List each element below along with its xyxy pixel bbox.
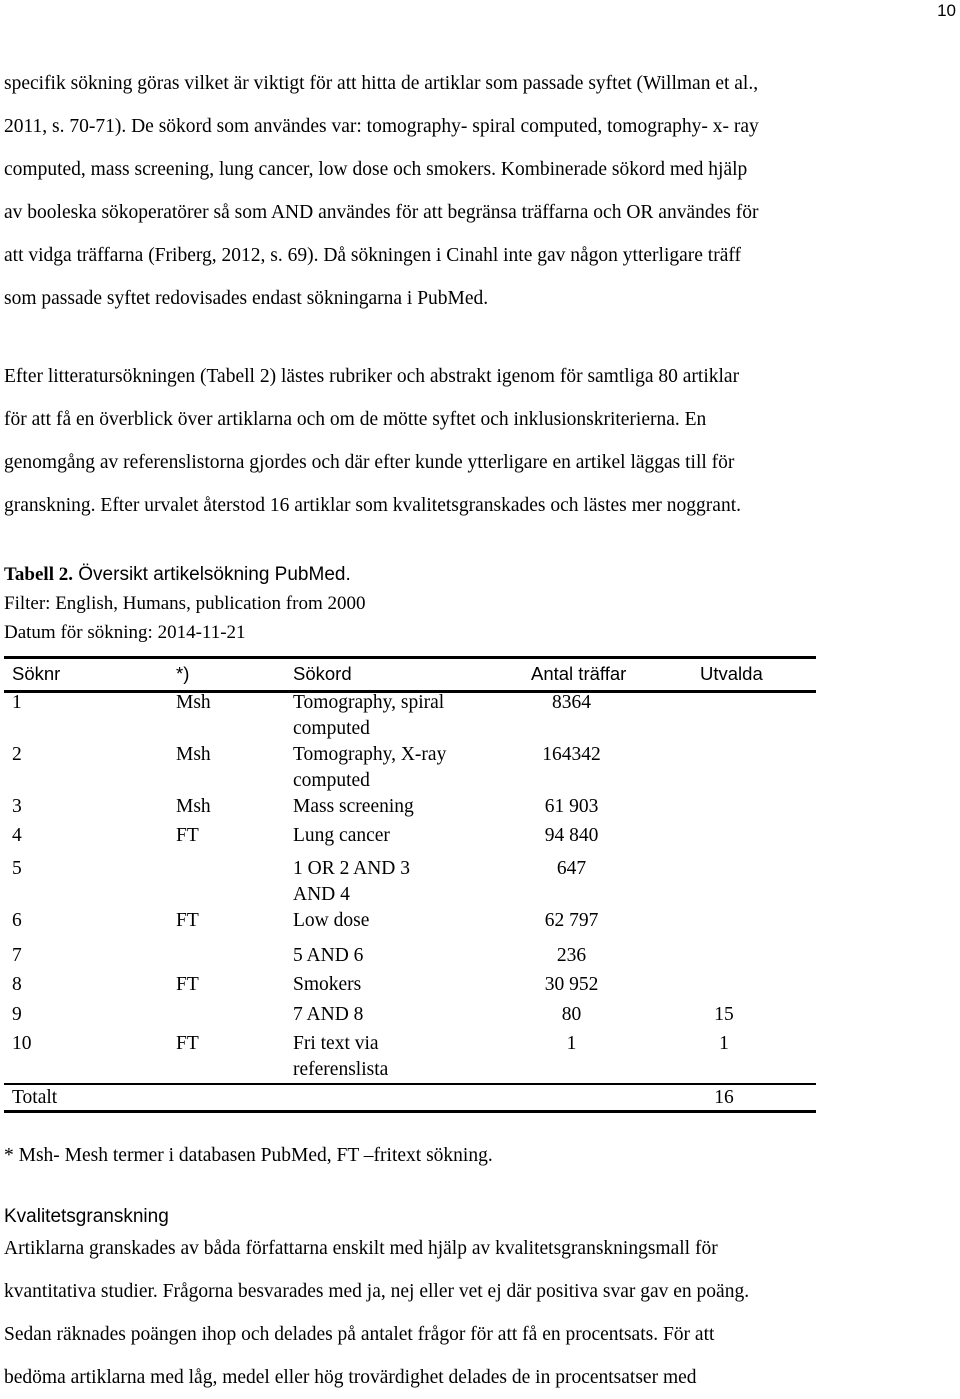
table-row: [4, 972, 816, 1002]
cell-search-term: Fri text via: [293, 1033, 379, 1054]
search-results-table: [4, 656, 816, 693]
cell-selected: 1: [719, 1033, 729, 1054]
cell-term-type: Msh: [176, 692, 211, 713]
cell-search-number: 8: [12, 974, 22, 995]
cell-hit-count: 62 797: [544, 910, 599, 931]
cell-term-type: Msh: [176, 744, 211, 765]
table-row: [4, 943, 816, 973]
header-search-number: Söknr: [12, 663, 61, 684]
cell-hit-count: 164342: [542, 744, 601, 765]
table-footnote: * Msh- Mesh termer i databasen PubMed, FT –fritext sökning.: [4, 1145, 493, 1166]
text-line: granskning. Efter urvalet återstod 16 artiklar som kvalitetsgranskades och lästes mer noggrant.: [4, 495, 741, 516]
table-row: [4, 690, 816, 742]
table-title: [4, 560, 366, 589]
paragraph-quality-review: [4, 1227, 954, 1399]
text-line: genomgång av referenslistorna gjordes och där efter kunde ytterligare en artikel läggas till för: [4, 452, 735, 473]
cell-term-type: FT: [176, 910, 199, 931]
cell-search-number: 10: [12, 1033, 32, 1054]
cell-hit-count: 647: [556, 858, 587, 879]
paragraph-selection: [4, 355, 954, 527]
table-row: [4, 1002, 816, 1032]
cell-selected: 15: [714, 1004, 734, 1025]
cell-search-number: 5: [12, 858, 22, 879]
text-line: Efter litteratursökningen (Tabell 2) lästes rubriker och abstrakt igenom för samtliga 80 artiklar: [4, 366, 740, 387]
cell-search-number: 1: [12, 692, 22, 713]
cell-search-term: Smokers: [293, 974, 362, 995]
table-caption: [4, 560, 366, 647]
cell-search-number: 2: [12, 744, 22, 765]
page-number: 10: [937, 1, 956, 20]
cell-hit-count: 1: [566, 1033, 577, 1054]
table-row: [4, 908, 816, 943]
cell-hit-count: 30 952: [544, 974, 599, 995]
cell-search-number: 7: [12, 945, 22, 966]
cell-search-number: 6: [12, 910, 22, 931]
total-value: 16: [714, 1087, 734, 1108]
cell-search-number: 4: [12, 825, 22, 846]
cell-search-term-cont: AND 4: [293, 884, 350, 905]
text-line: Sedan räknades poängen ihop och delades på antalet frågor för att få en procentsats. För att: [4, 1324, 715, 1345]
table-row: [4, 856, 816, 908]
cell-hit-count: 8364: [552, 692, 591, 713]
text-line: Artiklarna granskades av båda författarna enskilt med hjälp av kvalitetsgranskningsmall för: [4, 1238, 718, 1259]
table-row: [4, 794, 816, 824]
cell-hit-count: 61 903: [544, 796, 599, 817]
table-title-text: Översikt artikelsökning PubMed.: [73, 564, 351, 585]
text-line: 2011, s. 70-71). De sökord som användes var: tomography- spiral computed, tomography- x- ray: [4, 116, 759, 137]
header-term-type: *): [176, 663, 190, 684]
text-line: computed, mass screening, lung cancer, low dose och smokers. Kombinerade sökord med hjälp: [4, 159, 748, 180]
cell-search-term: Mass screening: [293, 796, 414, 817]
section-heading: Kvalitetsgranskning: [4, 1206, 169, 1227]
cell-search-term-cont: computed: [293, 770, 370, 791]
text-line: som passade syftet redovisades endast sökningarna i PubMed.: [4, 288, 489, 309]
cell-search-term: Tomography, X-ray: [293, 744, 447, 765]
total-label: Totalt: [12, 1087, 58, 1108]
cell-search-term: Low dose: [293, 910, 370, 931]
cell-search-term: Tomography, spiral: [293, 692, 445, 713]
table-label: Tabell 2.: [4, 564, 73, 585]
cell-hit-count: 236: [556, 945, 587, 966]
cell-search-number: 3: [12, 796, 22, 817]
table-bottom-rule: [4, 1110, 816, 1113]
header-search-term: Sökord: [293, 663, 352, 684]
text-line: för att få en överblick över artiklarna och om de mötte syftet och inklusionskriterierna. En: [4, 409, 707, 430]
cell-search-term: 1 OR 2 AND 3: [293, 858, 411, 879]
table-date: Datum för sökning: 2014-11-21: [4, 622, 246, 643]
paragraph-search-terms: [4, 62, 954, 320]
cell-search-term: Lung cancer: [293, 825, 390, 846]
header-hit-count: Antal träffar: [531, 663, 627, 684]
cell-search-number: 9: [12, 1004, 22, 1025]
cell-term-type: FT: [176, 974, 199, 995]
cell-term-type: FT: [176, 1033, 199, 1054]
cell-hit-count: 94 840: [544, 825, 599, 846]
cell-hit-count: 80: [561, 1004, 582, 1025]
cell-term-type: Msh: [176, 796, 211, 817]
table-header-row: [4, 659, 816, 690]
text-line: av booleska sökoperatörer så som AND användes för att begränsa träffarna och OR användes för: [4, 202, 759, 223]
text-line: kvantitativa studier. Frågorna besvarades med ja, nej eller vet ej där positiva svar gav en poäng.: [4, 1281, 750, 1302]
cell-search-term-cont: referenslista: [293, 1059, 389, 1080]
table-filter: Filter: English, Humans, publication from 2000: [4, 593, 366, 614]
header-selected: Utvalda: [700, 663, 763, 684]
table-row: [4, 823, 816, 856]
cell-search-term: 7 AND 8: [293, 1004, 364, 1025]
table-total-row: [4, 1085, 816, 1112]
table-row: [4, 1031, 816, 1083]
text-line: bedöma artiklarna med låg, medel eller hög trovärdighet delades de in procentsatser med: [4, 1367, 697, 1388]
text-line: att vidga träffarna (Friberg, 2012, s. 69). Då sökningen i Cinahl inte gav någon ytterligare träff: [4, 245, 742, 266]
text-line: specifik sökning göras vilket är viktigt för att hitta de artiklar som passade syftet (Willman et al.,: [4, 73, 759, 94]
cell-search-term-cont: computed: [293, 718, 370, 739]
cell-term-type: FT: [176, 825, 199, 846]
cell-search-term: 5 AND 6: [293, 945, 364, 966]
table-row: [4, 742, 816, 794]
